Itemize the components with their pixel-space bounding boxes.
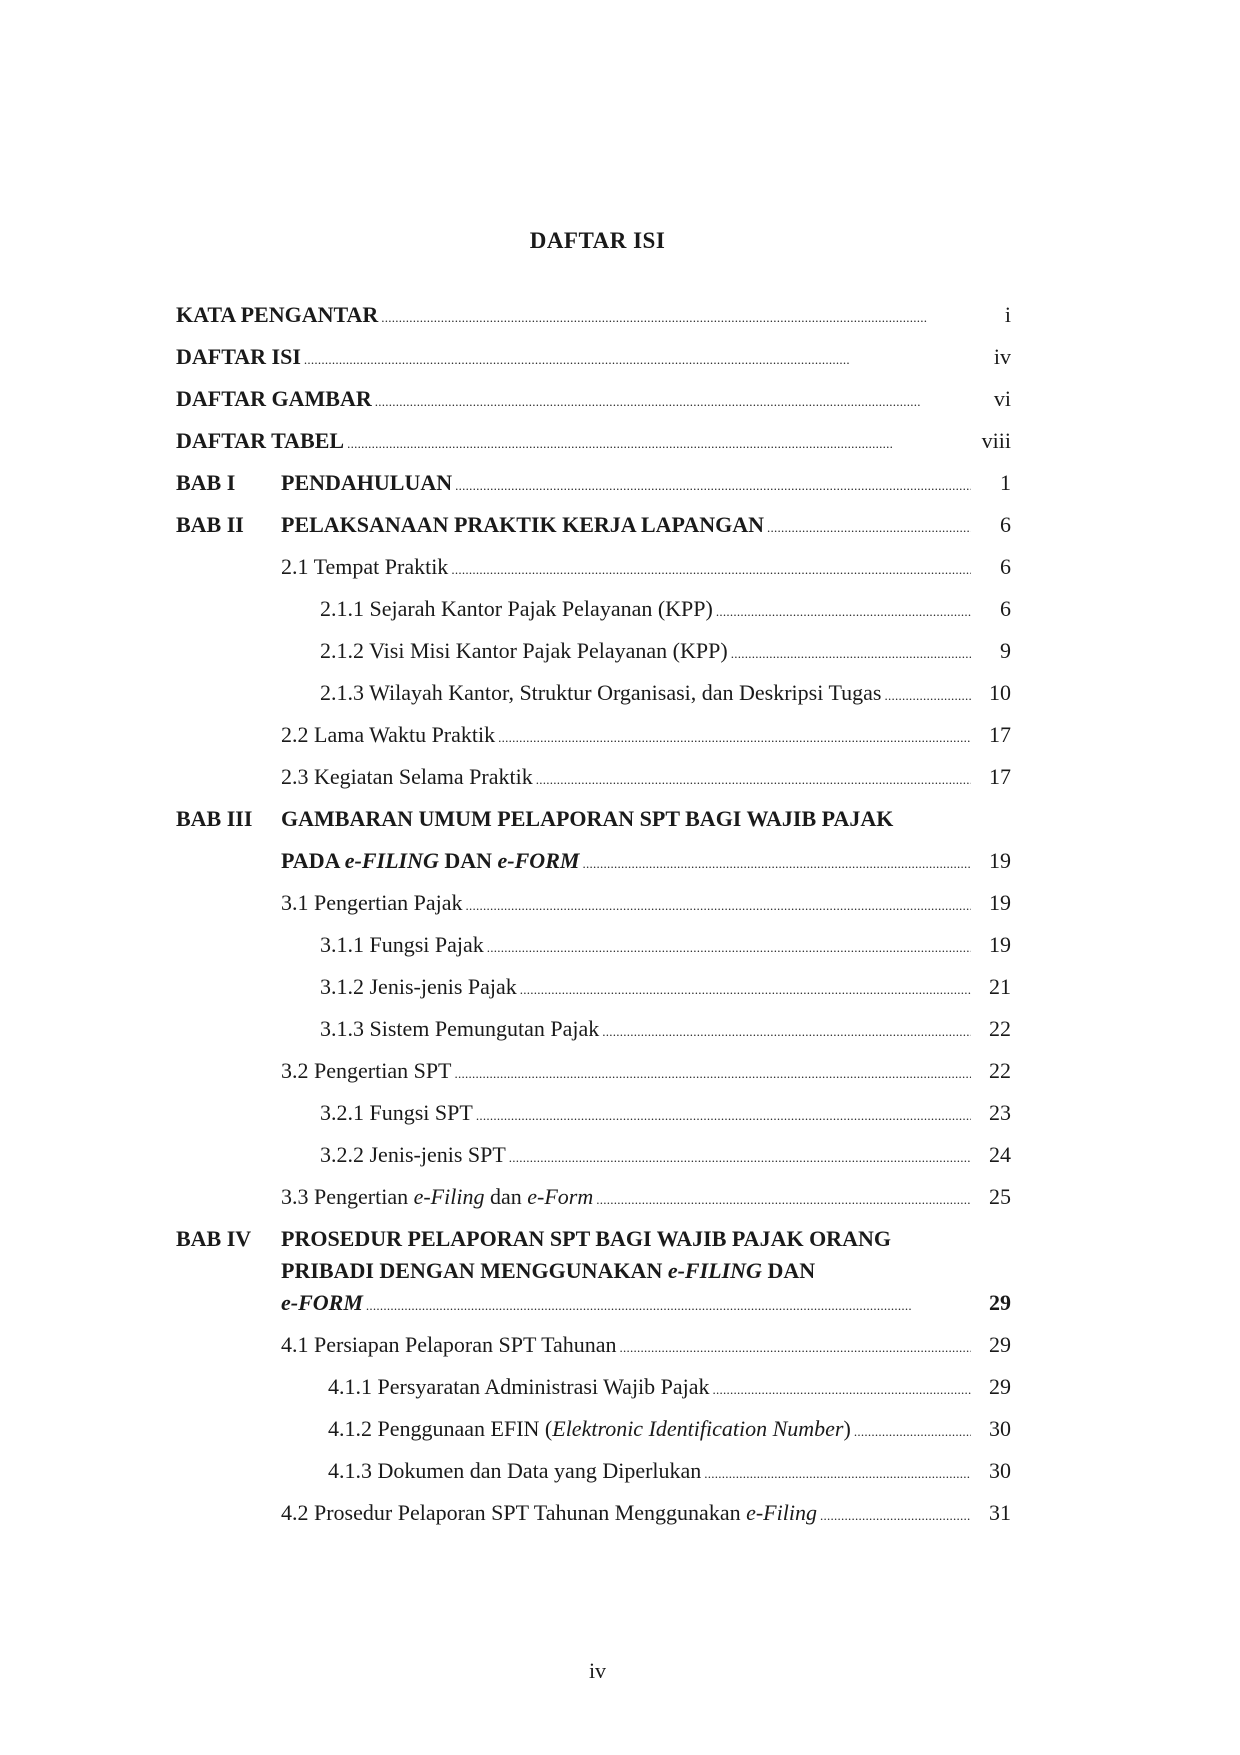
toc-entry-3-1-1: [320, 930, 1011, 963]
toc-entry-daftar-tabel: [176, 426, 1011, 459]
leader-dots: [704, 1456, 971, 1489]
entry-title: 2.2 Lama Waktu Praktik: [281, 722, 496, 747]
entry-title: KATA PENGANTAR: [176, 302, 379, 327]
toc-entry-kata-pengantar: [176, 300, 1011, 333]
toc-entry-2-1-3: [320, 678, 1011, 711]
leader-dots: [381, 300, 971, 333]
toc-entry-daftar-isi: [176, 342, 1011, 375]
toc-entry-3-1-3: [320, 1014, 1011, 1047]
leader-dots: [536, 762, 971, 795]
page-number: 31: [989, 1500, 1011, 1525]
entry-title: 2.1.3 Wilayah Kantor, Struktur Organisasi, dan Deskripsi Tugas: [320, 680, 882, 705]
page-number: vi: [993, 386, 1011, 411]
leader-dots: [520, 972, 971, 1005]
page-number: 9: [1000, 638, 1011, 663]
toc-entry-2-1-2: [320, 636, 1011, 669]
entry-title: 3.2.2 Jenis-jenis SPT: [320, 1142, 506, 1167]
toc-entry-bab-1: [176, 468, 1011, 501]
page-number: 1: [1000, 470, 1011, 495]
toc-entry-3-1-2: [320, 972, 1011, 1005]
page-number: 17: [989, 722, 1011, 747]
entry-title: 4.1.3 Dokumen dan Data yang Diperlukan: [328, 1458, 702, 1483]
entry-title: PENDAHULUAN: [281, 470, 453, 495]
leader-dots: [596, 1182, 971, 1215]
leader-dots: [476, 1098, 971, 1131]
entry-title: GAMBARAN UMUM PELAPORAN SPT BAGI WAJIB PAJAK: [281, 806, 894, 831]
page-number: 10: [989, 680, 1011, 705]
entry-title: 4.2 Prosedur Pelaporan SPT Tahunan Menggunakan e-Filing: [281, 1500, 817, 1525]
toc-entry-3-2: [281, 1056, 1011, 1089]
toc-entry-bab-3-line1: [176, 804, 1011, 834]
toc-entry-3-2-1: [320, 1098, 1011, 1131]
leader-dots: [455, 1056, 972, 1089]
entry-title: 4.1.1 Persyaratan Administrasi Wajib Pajak: [328, 1374, 710, 1399]
page-number: iv: [993, 344, 1011, 369]
leader-dots: [509, 1140, 971, 1173]
leader-dots: [820, 1498, 971, 1531]
page-number: 6: [1000, 554, 1011, 579]
page-number: 19: [989, 848, 1011, 873]
leader-dots: [375, 384, 971, 417]
entry-title: DAFTAR TABEL: [176, 428, 345, 453]
page-number: 29: [989, 1332, 1011, 1357]
entry-title: PELAKSANAAN PRAKTIK KERJA LAPANGAN: [281, 512, 765, 537]
entry-title: DAFTAR ISI: [176, 344, 301, 369]
chapter-label: BAB III: [176, 806, 253, 831]
toc-entry-2-2: [281, 720, 1011, 753]
entry-title: 3.1.1 Fungsi Pajak: [320, 932, 484, 957]
page-number: 29: [989, 1374, 1011, 1399]
entry-title: 3.3 Pengertian e-Filing dan e-Form: [281, 1184, 594, 1209]
leader-dots: [716, 594, 971, 627]
chapter-label: BAB IV: [176, 1226, 252, 1251]
entry-title: e-FORM: [281, 1290, 363, 1315]
page-number: 19: [989, 932, 1011, 957]
toc-entry-bab-4-line3: [281, 1288, 1011, 1321]
leader-dots: [455, 468, 971, 501]
page-number: 19: [989, 890, 1011, 915]
toc-entry-4-1-1: [328, 1372, 1011, 1405]
entry-title: 3.2 Pengertian SPT: [281, 1058, 452, 1083]
page-number: 6: [1000, 596, 1011, 621]
entry-title: 3.2.1 Fungsi SPT: [320, 1100, 473, 1125]
leader-dots: [620, 1330, 971, 1363]
toc-entry-3-3: [281, 1182, 1011, 1215]
leader-dots: [487, 930, 971, 963]
toc-entry-bab-4-line1: [176, 1224, 1011, 1254]
entry-title: 3.1 Pengertian Pajak: [281, 890, 463, 915]
page-number: 24: [989, 1142, 1011, 1167]
page-number: 30: [989, 1458, 1011, 1483]
page-number: 30: [989, 1416, 1011, 1441]
leader-dots: [465, 888, 971, 921]
entry-title: DAFTAR GAMBAR: [176, 386, 372, 411]
entry-title: 2.1.2 Visi Misi Kantor Pajak Pelayanan (KPP): [320, 638, 728, 663]
page-number: i: [1004, 302, 1011, 327]
page-number: 23: [989, 1100, 1011, 1125]
leader-dots: [498, 720, 971, 753]
toc-entry-bab-3-line2: [281, 846, 1011, 879]
entry-title: 3.1.2 Jenis-jenis Pajak: [320, 974, 517, 999]
leader-dots: [731, 636, 971, 669]
entry-title: 3.1.3 Sistem Pemungutan Pajak: [320, 1016, 600, 1041]
page-number: viii: [981, 428, 1011, 453]
page-number: 22: [989, 1058, 1011, 1083]
entry-title: 2.3 Kegiatan Selama Praktik: [281, 764, 533, 789]
page-title: DAFTAR ISI: [529, 228, 666, 253]
entry-title: PADA e-FILING DAN e-FORM: [281, 848, 580, 873]
entry-title: 2.1.1 Sejarah Kantor Pajak Pelayanan (KPP): [320, 596, 713, 621]
toc-entry-bab-2: [176, 510, 1011, 543]
page-number: 25: [989, 1184, 1011, 1209]
toc-entry-3-1: [281, 888, 1011, 921]
chapter-label: BAB II: [176, 512, 244, 537]
leader-dots: [347, 426, 971, 459]
entry-title: 4.1 Persiapan Pelaporan SPT Tahunan: [281, 1332, 617, 1357]
toc-entry-2-1: [281, 552, 1011, 585]
entry-title: PRIBADI DENGAN MENGGUNAKAN e-FILING DAN: [281, 1258, 816, 1283]
leader-dots: [884, 678, 971, 711]
leader-dots: [582, 846, 971, 879]
toc-entry-3-2-2: [320, 1140, 1011, 1173]
toc-entry-4-2: [281, 1498, 1011, 1531]
toc-entry-4-1: [281, 1330, 1011, 1363]
entry-title: PROSEDUR PELAPORAN SPT BAGI WAJIB PAJAK ORANG: [281, 1226, 891, 1251]
leader-dots: [767, 510, 971, 543]
page-number: 21: [989, 974, 1011, 999]
page-number: 22: [989, 1016, 1011, 1041]
chapter-label: BAB I: [176, 470, 236, 495]
toc-entry-2-1-1: [320, 594, 1011, 627]
leader-dots: [451, 552, 971, 585]
toc-entry-4-1-3: [328, 1456, 1011, 1489]
page-number: 17: [989, 764, 1011, 789]
page-number: 29: [989, 1290, 1011, 1315]
toc-entry-2-3: [281, 762, 1011, 795]
entry-title: 2.1 Tempat Praktik: [281, 554, 449, 579]
toc-entry-daftar-gambar: [176, 384, 1011, 417]
page-number: 6: [1000, 512, 1011, 537]
leader-dots: [854, 1414, 971, 1447]
entry-title: 4.1.2 Penggunaan EFIN (Elektronic Identification Number): [328, 1416, 851, 1441]
toc-entry-bab-4-line2: [281, 1256, 1011, 1286]
leader-dots: [304, 342, 971, 375]
page-footer-number: iv: [588, 1658, 607, 1683]
leader-dots: [713, 1372, 971, 1405]
toc-entry-4-1-2: [328, 1414, 1011, 1447]
leader-dots: [366, 1288, 971, 1321]
leader-dots: [602, 1014, 971, 1047]
